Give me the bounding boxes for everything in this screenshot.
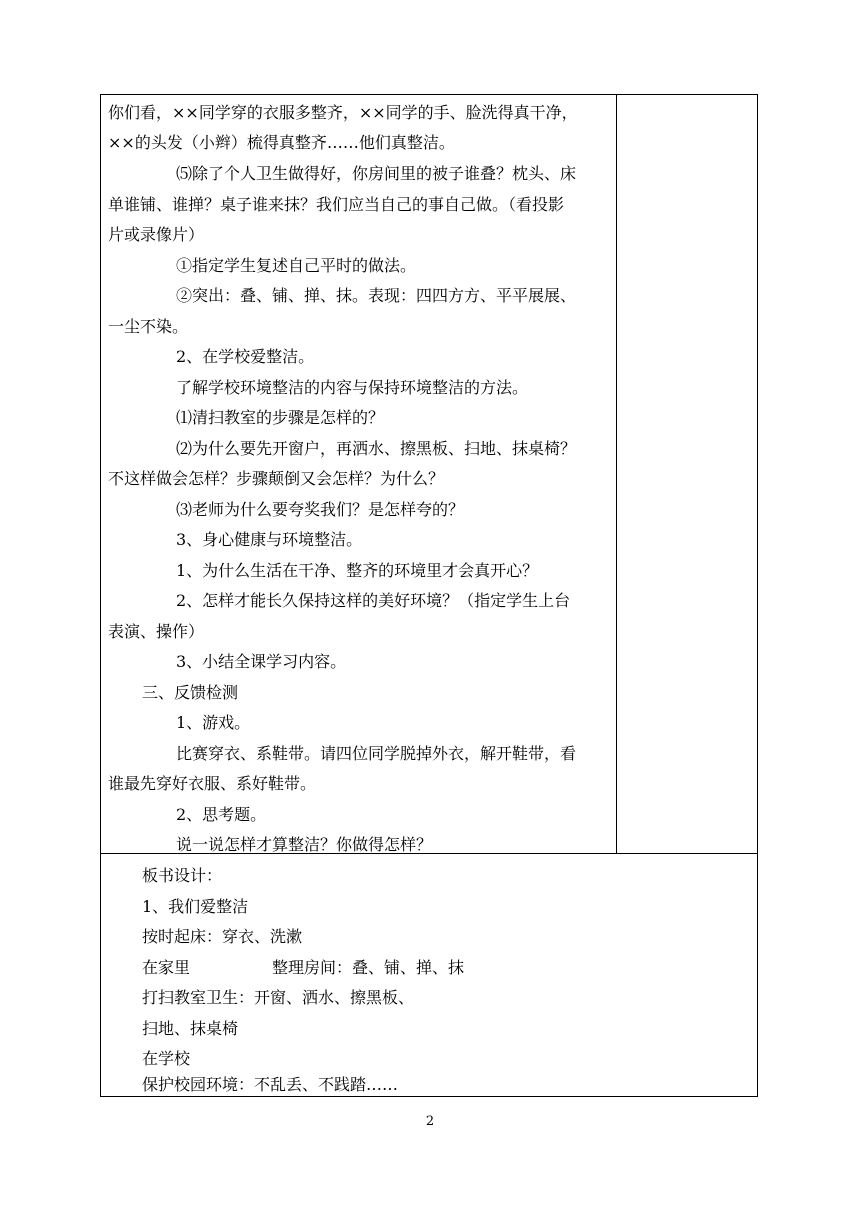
text-line: 三、反馈检测 <box>142 683 239 702</box>
text-line: 片或录像片） <box>108 225 205 244</box>
text-line: ⑵为什么要先开窗户，再洒水、擦黑板、扫地、抹桌椅？ <box>176 439 577 458</box>
board-lesson-title: 1、我们爱整洁 <box>142 897 249 916</box>
board-home-item: 整理房间：叠、铺、掸、抹 <box>272 958 465 977</box>
board-school-item-continued: 扫地、抹桌椅 <box>142 1019 239 1038</box>
text-line: ⑶老师为什么要夸奖我们？是怎样夸的？ <box>176 500 465 519</box>
board-school-item: 打扫教室卫生：开窗、洒水、擦黑板、 <box>142 988 415 1007</box>
text-line: 谁最先穿好衣服、系好鞋带。 <box>108 774 317 793</box>
board-home-item: 按时起床：穿衣、洗漱 <box>142 927 303 946</box>
text-line: 你们看，××同学穿的衣服多整齐，××同学的手、脸洗得真干净， <box>108 103 578 122</box>
table-right-border <box>757 94 758 1097</box>
text-line: 2、怎样才能长久保持这样的美好环境？（指定学生上台 <box>176 591 571 610</box>
table-top-border <box>100 94 758 95</box>
text-line: ①指定学生复述自己平时的做法。 <box>176 256 417 275</box>
text-line: 3、身心健康与环境整洁。 <box>176 530 363 549</box>
text-line: ××的头发（小辫）梳得真整齐……他们真整洁。 <box>108 133 455 152</box>
table-left-border <box>100 94 101 1097</box>
text-line: 1、为什么生活在干净、整齐的环境里才会真开心？ <box>176 561 539 580</box>
page-number: 2 <box>425 1114 435 1129</box>
text-line: 一尘不染。 <box>108 317 189 336</box>
text-line: 不这样做会怎样？步骤颠倒又会怎样？为什么？ <box>108 469 445 488</box>
text-line: 说一说怎样才算整洁？你做得怎样？ <box>176 835 433 854</box>
text-line: ②突出：叠、铺、掸、抹。表现：四四方方、平平展展、 <box>176 286 577 305</box>
text-line: 3、小结全课学习内容。 <box>176 652 347 671</box>
board-school-item: 保护校园环境：不乱丢、不践踏…… <box>142 1075 399 1094</box>
board-school-label: 在学校 <box>142 1049 191 1068</box>
text-line: 表演、操作） <box>108 622 205 641</box>
table-bottom-border <box>100 1096 758 1097</box>
text-line: 了解学校环境整洁的内容与保持环境整洁的方法。 <box>176 378 529 397</box>
text-line: 单谁铺、谁掸？桌子谁来抹？我们应当自己的事自己做。（看投影 <box>108 195 565 214</box>
board-design-heading: 板书设计： <box>142 866 223 885</box>
table-column-divider <box>616 94 617 854</box>
text-line: ⑸除了个人卫生做得好，你房间里的被子谁叠？枕头、床 <box>176 164 577 183</box>
text-line: 2、思考题。 <box>176 805 267 824</box>
text-line: ⑴清扫教室的步骤是怎样的？ <box>176 408 385 427</box>
text-line: 比赛穿衣、系鞋带。请四位同学脱掉外衣，解开鞋带，看 <box>176 744 577 763</box>
text-line: 2、在学校爱整洁。 <box>176 347 315 366</box>
board-home-label: 在家里 <box>142 958 191 977</box>
text-line: 1、游戏。 <box>176 713 251 732</box>
